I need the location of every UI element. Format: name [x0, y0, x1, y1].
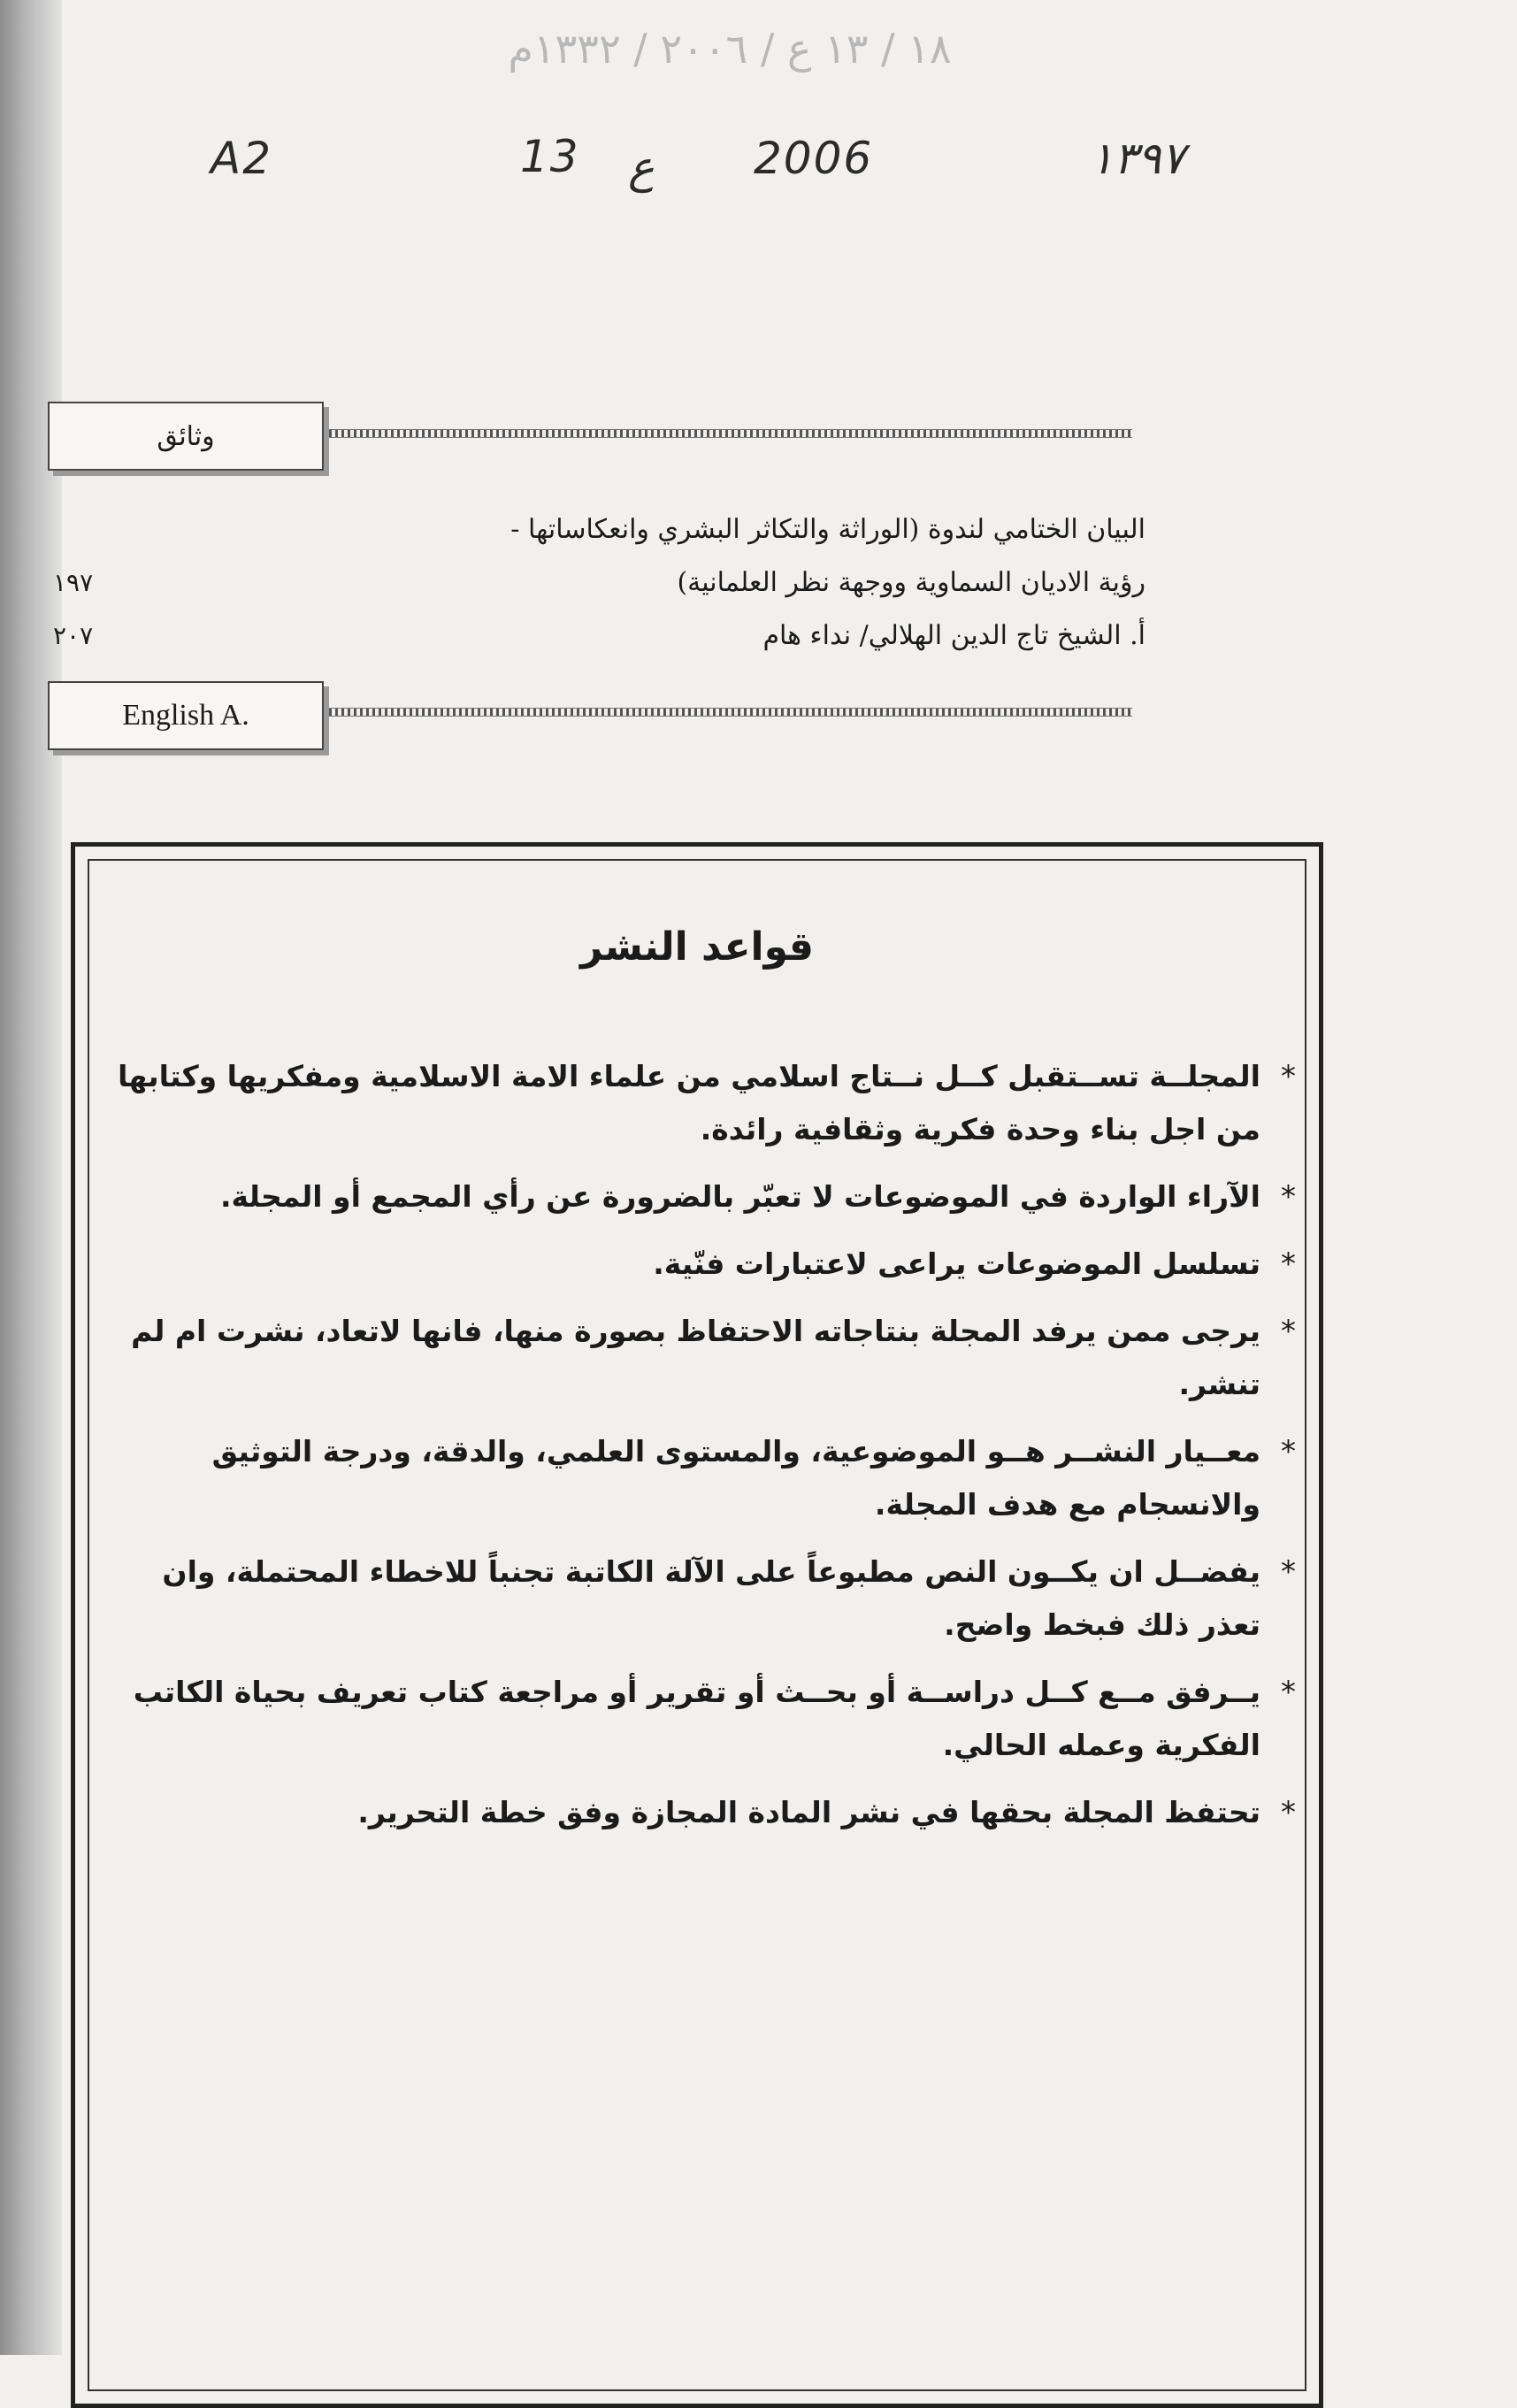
bullet-star: * [1281, 1059, 1296, 1094]
rule-item [102, 1545, 1296, 1652]
bullet-star: * [1281, 1434, 1296, 1469]
documents-section-label: وثائق [157, 420, 215, 452]
handwritten-year: 2006 [754, 133, 874, 184]
rule-item [102, 1170, 1296, 1223]
rule-item [102, 1425, 1296, 1531]
rule-text: تسلسل الموضوعات يراعى لاعتبارات فنّية. [653, 1246, 1260, 1281]
documents-divider [329, 429, 1132, 438]
rule-text: معــيار النشــر هــو الموضوعية، والمستوى العلمي، والدقة، ودرجة التوثيق والانسجام مع هدف المجلة. [211, 1434, 1260, 1522]
publication-rules-frame [71, 842, 1323, 2408]
rule-text: يــرفق مــع كــل دراســة أو بحــث أو تقرير أو مراجعة كتاب تعريف بحياة الكاتب الفكرية وعمله الحالي. [133, 1675, 1260, 1762]
bullet-star: * [1281, 1795, 1296, 1830]
english-divider [329, 708, 1132, 717]
rule-text: المجلــة تســتقبل كــل نــتاج اسلامي من علماء الامة الاسلامية ومفكريها وكتابها من اجل بناء وحدة فكرية وثقافية رائدة. [118, 1059, 1260, 1146]
handwritten-ref-b: 13 [520, 131, 580, 182]
book-spine-shadow [0, 0, 62, 2355]
rule-item [102, 1305, 1296, 1411]
toc-entry-title: أ. الشيخ تاج الدين الهلالي/ نداء هام [762, 619, 1145, 651]
toc-page-number: ٢٠٧ [53, 620, 94, 650]
english-section-label: English A. [122, 699, 249, 732]
bullet-star: * [1281, 1314, 1296, 1349]
handwritten-ref-a: A2 [211, 133, 273, 184]
documents-section-box [48, 402, 324, 471]
faded-handwriting: ١٨ / ١٣ ع / ٢٠٠٦ / ١٣٣٢م [508, 25, 952, 73]
rule-item [102, 1786, 1296, 1839]
toc-page-number: ١٩٧ [53, 567, 94, 597]
bullet-star: * [1281, 1246, 1296, 1282]
rule-item [102, 1238, 1296, 1291]
toc-row-3 [53, 615, 1145, 656]
publication-rules-list [102, 1050, 1296, 1853]
handwritten-year-hijri: ١٣٩٧ [1090, 133, 1185, 184]
toc-entry-title: البيان الختامي لندوة (الوراثة والتكاثر البشري وانعكاساتها - [510, 513, 1145, 545]
english-section-box [48, 681, 324, 750]
bullet-star: * [1281, 1554, 1296, 1590]
rule-item [102, 1050, 1296, 1156]
rule-text: الآراء الواردة في الموضوعات لا تعبّر بالضرورة عن رأي المجمع أو المجلة. [219, 1179, 1260, 1214]
bullet-star: * [1281, 1675, 1296, 1710]
bullet-star: * [1281, 1179, 1296, 1215]
toc-entry-title: رؤية الاديان السماوية ووجهة نظر العلمانية) [677, 566, 1145, 598]
rule-text: يرجى ممن يرفد المجلة بنتاجاته الاحتفاظ بصورة منها، فانها لاتعاد، نشرت ام لم تنشر. [131, 1314, 1260, 1401]
publication-rules-heading: قواعد النشر [580, 924, 814, 970]
toc-row-2 [53, 562, 1145, 602]
toc-row-1 [53, 509, 1145, 549]
rule-item [102, 1666, 1296, 1772]
rule-text: يفضــل ان يكــون النص مطبوعاً على الآلة الكاتبة تجنباً للاخطاء المحتملة، وان تعذر ذلك فبخط واضح. [162, 1554, 1260, 1642]
rule-text: تحتفظ المجلة بحقها في نشر المادة المجازة وفق خطة التحرير. [357, 1795, 1260, 1829]
handwritten-ref-c: ع [628, 142, 655, 193]
